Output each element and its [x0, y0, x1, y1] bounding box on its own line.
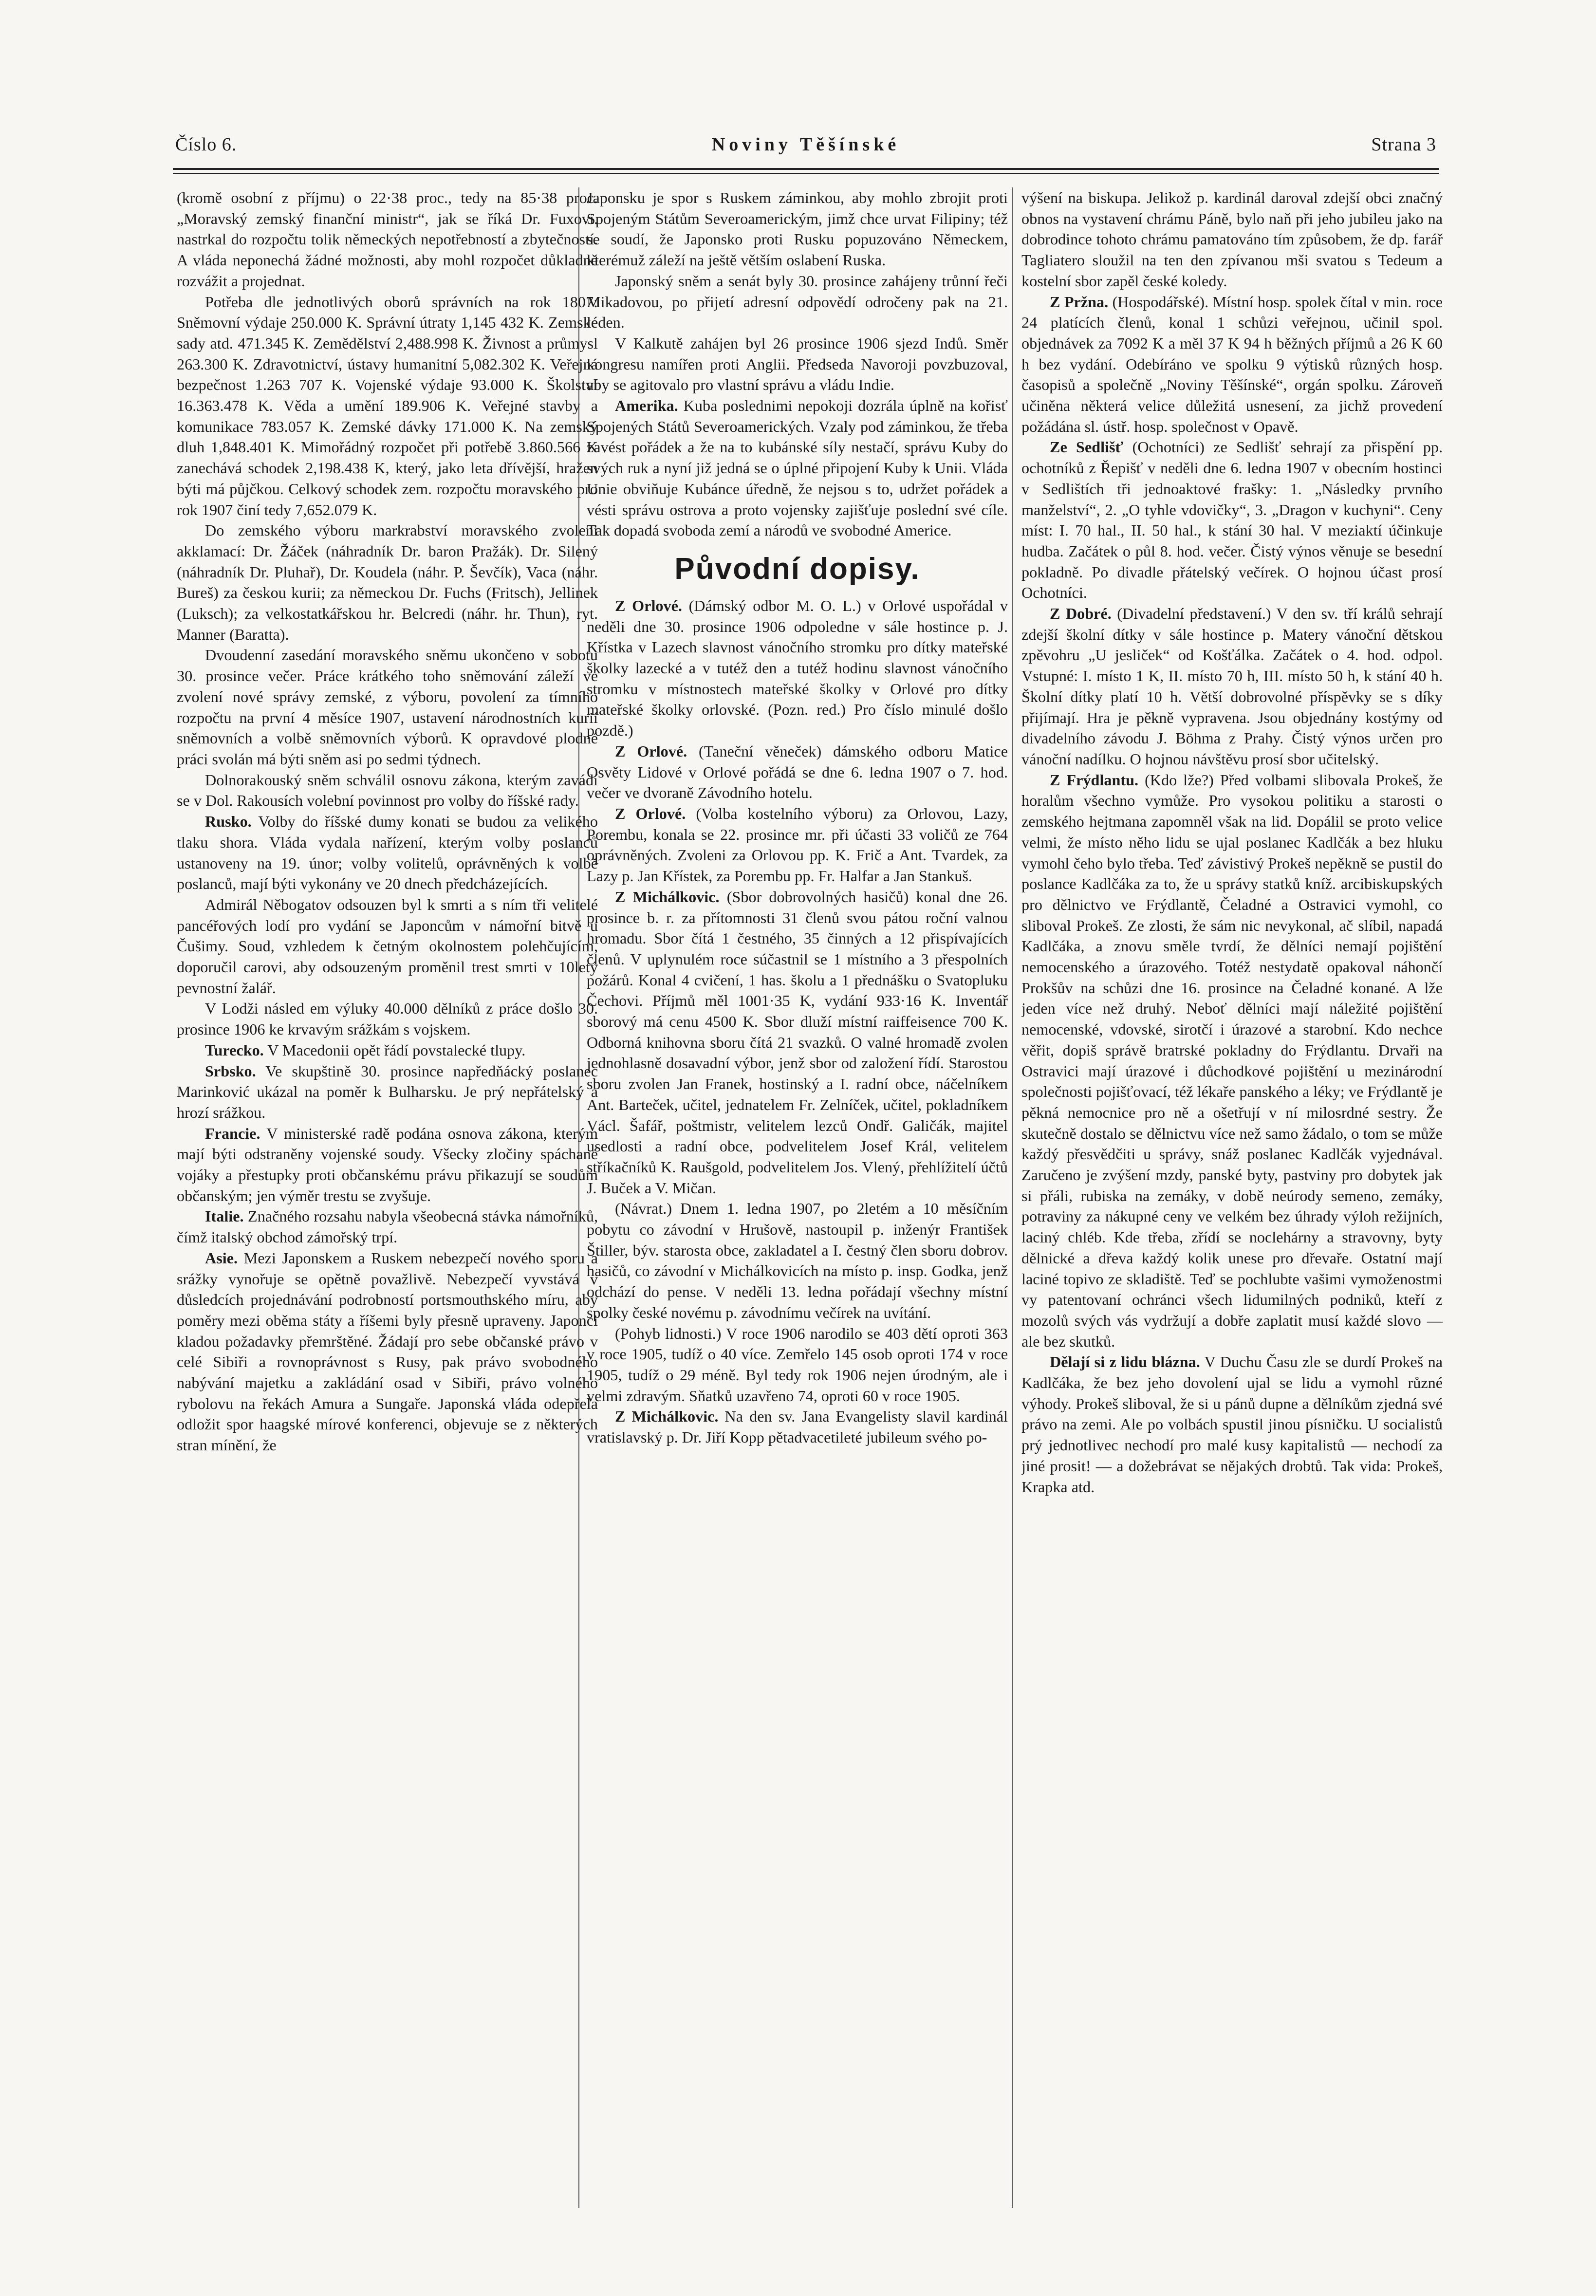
column-divider: [1012, 187, 1013, 2208]
paragraph: Z Orlové. (Taneční věneček) dámského odboru Matice Osvěty Lidové v Orlové pořádá se dne 6. ledna 1907 o 7. hod. večer ve dvoraně Závodního hotelu.: [587, 742, 1008, 802]
paragraph: (Návrat.) Dnem 1. ledna 1907, po 2letém a 10 měsíčním pobytu co závodní v Hrušově, nastoupil p. inženýr František Štiller, býv. starosta obce, zakladatel a I. čestný člen sboru dobrov. hasičů, co závodní v Michálkovicích na místo p. insp. Godka, jenž odchází do pense. V neděli 13. ledna pořádají všechny místní spolky české novému p. závodnímu večírek na uvítání.: [587, 1200, 1008, 1321]
location-label: Z Pržna.: [1050, 293, 1109, 311]
location-label: Z Frýdlantu.: [1050, 771, 1139, 789]
location-label: Z Michálkovic.: [615, 1407, 719, 1426]
issue-number: Číslo 6.: [175, 134, 237, 155]
paragraph: V Lodži násled em výluky 40.000 dělníků z práce došlo 30. prosince 1906 ke krvavým srážkám s vojskem.: [177, 1000, 598, 1038]
paragraph: Francie. V ministerské radě podána osnova zákona, kterým mají býti odstraněny vojenské soudy. Všecky zločiny spáchané vojáky a přestupky proti občanskému právu přikazují se soudům občanským; jen výměr trestu se zvyšuje.: [177, 1124, 598, 1204]
paragraph: Z Dobré. (Divadelní představení.) V den sv. tří králů sehrají zdejší školní dítky v sále hostince p. Matery vánoční dětskou zpěvohru „U jesliček“ od Košťálka. Začátek o 4. hod. odpol. Vstupné: I. místo 1 K, II. místo 70 h, III. místo 50 h, k stání 40 h. Školní dítky platí 10 h. Větší dobrovolné příspěvky se s díky přijímají. Hra je pěkně vypravena. Jsou objednány kostýmy od divadelního závodu J. Böhma z Prahy. Čistý výnos určen pro vánoční nadílku. O hojnou návštěvu prosí sbor učitelský.: [1021, 605, 1443, 768]
paragraph: Dolnorakouský sněm schválil osnovu zákona, kterým zavádí se v Dol. Rakousích volební povinnost pro volby do říšské rady.: [177, 771, 598, 810]
paragraph: Potřeba dle jednotlivých oborů správních na rok 1807: Sněmovní výdaje 250.000 K. Správní útraty 1,145 432 K. Zemské sady atd. 471.345 K. Zemědělství 2,488.998 K. Živnost a průmysl 263.300 K. Zdravotnictví, ústavy humanitní 5,082.302 K. Veřejná bezpečnost 1.263 707 K. Vojenské výdaje 93.000 K. Školství 16.363.478 K. Věda a umění 189.906 K. Veřejné stavby a komunikace 783.057 K. Zemské dávky 171.000 K. Na zemský dluh 1,848.401 K. Mimořádný rozpočet při potřebě 3.860.566 K zanechává schodek 2,198.438 K, který, jako leta dřívější, hražen býti má půjčkou. Celkový schodek zem. rozpočtu moravského pro rok 1907 činí tedy 7,652.079 K.: [177, 293, 598, 518]
country-label: Srbsko.: [205, 1062, 256, 1080]
section-title: Původní dopisy.: [674, 552, 920, 586]
location-label: Z Orlové.: [615, 804, 686, 822]
paragraph: Admirál Něbogatov odsouzen byl k smrti a s ním tři velitelé pancéřových lodí pro vydání se Japoncům v námořní bitvě u Čušimy. Soud, vzhledem k četným okolnostem polehčujícím, doporučil carovi, aby odsouzeným proměnil trest smrti v 10letý pevnostní žalář.: [177, 895, 598, 997]
page-number: Strana 3: [1371, 134, 1436, 155]
country-label: Italie.: [205, 1207, 244, 1225]
paragraph: Z Frýdlantu. (Kdo lže?) Před volbami slibovala Prokeš, že horalům všechno vymůže. Pro vysokou politiku a starosti o zemského hejtmana zapomněl však na lid. Dopálil se proto velice velmi, že místo něho lidu se ujal poslanec Kadlčák a bez hluku vymohl čeho bylo třeba. Teď závistivý Prokeš nepěkně se pustil do poslance Kadlčáka za to, že u správy statků kníž. arcibiskupských pro dělnictvo ve Frýdlantě, Čeladné a Ostravici vymohl, co sliboval Prokeš. Ze zlosti, že sám nic nevykonal, ač slíbil, napadá Kadlčáka, a znovu směle tvrdí, že dělníci nemají pojištění nemocenského a úrazového. Totéž nestydatě opakoval náhončí Prokšův na schůzi dne 16. prosince na Čeladné konané. A lže jeden více než druhý. Neboť dělníci mají náležité pojištění nemocenské, vdovské, sirotčí i úrazové a starobní. Kdo nechce věřit, dopiš správě bratrské pokladny do Frýdlantu. Drvaři na Ostravici mají úrazové i důchodkové pojištění u mezinárodní společnosti pojišťovací, též lékaře panského a léky; ve Frýdlantě je pěkná nemocnice pro ně a ošetřují v ní milosrdné sestry. Že skutečně dostalo se dělnictvu více než samo žádalo, o tom se může každý přesvědčiti u správy, snáž poslanec Kadlčák vyjednával. Zaručeno je zvýšení mzdy, panské byty, pastviny pro dobytek jak si přáli, rubiska na zemáky, v době neúrody semeno, zemáky, potraviny za nákupné ceny ve velkém bez úhrady výloh režijních, laciný chléb. Kde třeba, zřídí se noclehárny a stravovny, byty dělnické a dřeva každý kolik unese pro dřevaře. Ostatní mají laciné topivo ze skladiště. Teď se pochlubte vašimi vymoženostmi vy patentovaní ochránci všech lidumilných podniků, kteří z mozolů svých vás vydržují a dobře zaplatit musí každé slovo — ale bez skutků.: [1021, 771, 1443, 1350]
location-label: Ze Sedlišť: [1050, 438, 1124, 456]
country-label: Francie.: [205, 1124, 260, 1142]
paragraph: Amerika. Kuba poslednimi nepokoji dozrála úplně na kořisť Spojených Států Severoamerických. Vzaly pod záminkou, že třeba zavést pořádek a že na to kubánské síly nestačí, správu Kuby do svých ruk a nyní již jedná se o úplné připojení Kuby k Unii. Vláda Unie obviňuje Kubánce úředně, že nejsou s to, udržet pořádek a vésti správu ostrova a proto vojensky zajišťuje poslední své cíle. Tak dopadá svoboda zemí a národů ve svobodné Americe.: [587, 397, 1008, 539]
location-label: Z Orlové.: [615, 742, 687, 760]
country-label: Turecko.: [205, 1041, 264, 1059]
paragraph: Italie. Značného rozsahu nabyla všeobecná stávka námořníků, čímž italský obchod zámořský trpí.: [177, 1207, 598, 1246]
paragraph: Asie. Mezi Japonskem a Ruskem nebezpečí nového sporu a srážky vynořuje se opětně považlivě. Nebezpečí vyvstává v důsledcích projednávání podrobností portsmouthského míru, aby poměry mezi oběma státy a říšemi byly přesně upraveny. Japonci kladou požadavky přemrštěné. Žádají pro sebe občanské právo v celé Sibiři a rovnoprávnost s Rusy, pak právo svobodného nabývání majetku a zakládání osad v Sibiři, právo volného rybolovu na řekách Amura a Sungaře. Japonská vláda odepřela odložit spor haagské mírové konferenci, objevuje se z některých stran mínění, že: [177, 1249, 598, 1454]
column-1: [177, 187, 598, 2208]
paragraph: Z Michálkovic. (Sbor dobrovolných hasičů) konal dne 26. prosince b. r. za přítomnosti 31 členů svou pátou roční valnou hromadu. Sbor čítá 1 čestného, 35 činných a 12 přispívajících členů. V uplynulém roce súčastnil se 1 místního a 3 přespolních požárů. Konal 4 cvičení, 1 has. školu a 1 přednášku o Svatopluku Čechovi. Příjmů měl 1001·35 K, vydání 933·16 K. Inventář sborový má cenu 4500 K. Sbor dluží místní raiffeisence 700 K. Odborná knihovna sboru čítá 21 svazků. O valné hromadě zvolen jednohlasně dosavadní výbor, jenž sbor od založení řídí. Starostou sboru zvolen Jan Franek, hostinský a I. radní obce, náčelníkem Ant. Barteček, učitel, jednatelem Fr. Zelníček, učitel, pokladníkem Václ. Šafář, poštmistr, velitelem lezců Ondř. Galičák, majitel usedlosti a radní obce, podvelitelem Josef Král, velitelem stříkačníků K. Raušgold, podvelitelem Jos. Vlený, přehlížitelí účtů J. Buček a V. Mičan.: [587, 888, 1008, 1197]
page-header: [173, 134, 1439, 163]
country-label: Asie.: [205, 1249, 238, 1267]
paragraph: Japonsku je spor s Ruskem záminkou, aby mohlo zbrojit proti Spojeným Státům Severoamerickým, jimž chce urvat Filipiny; též se soudí, že Japonsko proti Rusku popuzováno Německem, kterémuž záleží na ještě větším oslabení Ruska.: [587, 189, 1008, 269]
paragraph: Rusko. Volby do říšské dumy konati se budou za velikého tlaku shora. Vláda vydala nařízení, kterým volby poslanců ustanoveny na 19. únor; volby volitelů, oprávněných k volbě poslanců, mají býti vykonány ve 20 dnech předcházejících.: [177, 813, 598, 893]
column-2: [587, 187, 1008, 2208]
country-label: Amerika.: [615, 397, 678, 415]
paragraph: Srbsko. Ve skupštině 30. prosince napředňácký poslanec Marinković ukázal na poměr k Bulharsku. Je prý nepřátelský a hrozí srážkou.: [177, 1062, 598, 1121]
headline-lead: Dělají si z lidu blázna.: [1050, 1353, 1200, 1371]
paragraph: V Kalkutě zahájen byl 26 prosince 1906 sjezd Indů. Směr kongresu namířen proti Anglii. Předseda Navoroji povzbuzoval, aby se agitovalo pro vlastní správu a vládu Indie.: [587, 334, 1008, 394]
newspaper-title: Noviny Těšínské: [711, 134, 900, 155]
header-rule: [173, 168, 1439, 174]
location-label: Z Orlové.: [615, 596, 682, 614]
location-label: Z Michálkovic.: [615, 888, 720, 906]
column-3: [1021, 187, 1443, 2208]
paragraph: Z Orlové. (Volba kostelního výboru) za Orlovou, Lazy, Porembu, konala se 22. prosince mr. při účasti 33 voličů ze 764 oprávněných. Zvoleni za Orlovou pp. K. Frič a Ant. Tvardek, za Lazy p. Jan Křístek, za Porembu pp. Fr. Halfar a Jan Stankuš.: [587, 804, 1008, 885]
paragraph: Do zemského výboru markrabství moravského zvoleni akklamací: Dr. Žáček (náhradník Dr. baron Pražák). Dr. Silený (náhradník Dr. Pluhař), Dr. Koudela (náhr. P. Ševčík), Vaca (náhr. Bureš) za českou kurii; za německou Dr. Fuchs (Fritsch), Jellinek (Luksch); za velkostatkářskou hr. Belcredi (náhr. hr. Thun), ryt. Manner (Baratta).: [177, 521, 598, 643]
paragraph: (Pohyb lidnosti.) V roce 1906 narodilo se 403 dětí oproti 363 v roce 1905, tudíž o 40 více. Zemřelo 145 osob oproti 174 v roce 1905, tudíž o 29 méně. Byl tedy rok 1906 nejen úrodným, ale i velmi zdravým. Sňatků uzavřeno 74, oproti 60 v roce 1905.: [587, 1324, 1008, 1405]
paragraph: (kromě osobní z příjmu) o 22·38 proc., tedy na 85·38 proc. „Moravský zemský finanční ministr“, jak se říká Dr. Fuxovi. nastrkal do rozpočtu tolik německých nepotřebností a zbytečností. A vláda neponechá žádné možnosti, aby mohl rozpočet důkladně rozvážit a projednat.: [177, 189, 598, 290]
paragraph: Z Michálkovic. Na den sv. Jana Evangelisty slavil kardinál vratislavský p. Dr. Jiří Kopp pětadvacetileté jubileum svého po-: [587, 1407, 1008, 1446]
country-label: Rusko.: [205, 813, 252, 831]
paragraph: Dělají si z lidu blázna. V Duchu Času zle se durdí Prokeš na Kadlčáka, že bez jeho dovolení ujal se lidu a vymohl různé výhody. Prokeš sliboval, že si u pánů dupne a dělníkům zjedná své právo na zemi. Ale po volbách spustil jinou písničku. U socialistů prý jednotlivec nechodí pro malé kusy kapitalistů — nechodí za jiné prosit! — a dožebrávat se nějakých drobtů. Tak vida: Prokeš, Krapka atd.: [1021, 1353, 1443, 1496]
paragraph: Japonský sněm a senát byly 30. prosince zahájeny trůnní řeči Mikadovou, po přijetí adresní odpovědí odročeny pak na 21. leden.: [587, 272, 1008, 332]
location-label: Z Dobré.: [1050, 605, 1112, 623]
paragraph: výšení na biskupa. Jelikož p. kardinál daroval zdejší obci značný obnos na vystavení chrámu Páně, bylo naň při jeho jubileu jako na dobrodince tohoto chrámu pamatováno tím způsobem, že dp. farář Tagliatero sloužil na ten den zpívanou mši svatou s Tedeum a kostelní sbor zapěl české koledy.: [1021, 189, 1443, 290]
paragraph: Z Pržna. (Hospodářské). Místní hosp. spolek čítal v min. roce 24 platících členů, konal 1 schůzi veřejnou, učinil spol. objednávek za 7092 K a měl 37 K 94 h běžných příjmů a 26 K 60 h bez vydání. Odebíráno ve spolku 9 výtisků různých hosp. časopisů a společně „Noviny Těšínské“, orgán spolku. Zároveň učiněna některá velice důležitá usnesení, za jichž provedení požádána sl. ústř. hosp. společnost v Opavě.: [1021, 293, 1443, 435]
paragraph: Z Orlové. (Dámský odbor M. O. L.) v Orlové uspořádal v neděli dne 30. prosince 1906 odpoledne v sále hostince p. J. Křístka v Lazech slavnost vánočního stromku pro dítky mateřské školky lazecké a v tutéž den a tutéž hodinu slavnost vánočního stromku v místnostech mateřské školky v Orlové pro dítky mateřské školky orlovské. (Pozn. red.) Pro číslo minulé došlo pozdě.): [587, 596, 1008, 740]
paragraph: Turecko. V Macedonii opět řádí povstalecké tlupy.: [205, 1041, 526, 1059]
paragraph: Dvoudenní zasedání moravského sněmu ukončeno v sobotu 30. prosince večer. Práce krátkého toho sněmování záleží ve zvolení nové správy zemské, z výboru, povolení za tímního rozpočtu na první 4 měsíce 1907, ustavení národnostních kurií sněmovních a volbě sněmovních výborů. K opravdové plodné práci svolán má býti sněm asi po sedmi týdnech.: [177, 646, 598, 768]
paragraph: Ze Sedlišť (Ochotníci) ze Sedlišť sehrají za přispění pp. ochotníků z Řepišť v neděli dne 6. ledna 1907 v obecním hostinci v Sedlištích tři jednoaktové frašky: 1. „Následky prvního manželství“, 2. „O tyhle vdovičky“, 3. „Dragon v kuchyni“. Ceny míst: I. 70 hal., II. 50 hal., k stání 30 hal. V meziaktí účinkuje hudba. Začátek o půl 8. hod. večer. Čistý výnos věnuje se besední pokladně. Po divadle přátelský večírek. O hojnou účast prosí Ochotníci.: [1021, 438, 1443, 602]
